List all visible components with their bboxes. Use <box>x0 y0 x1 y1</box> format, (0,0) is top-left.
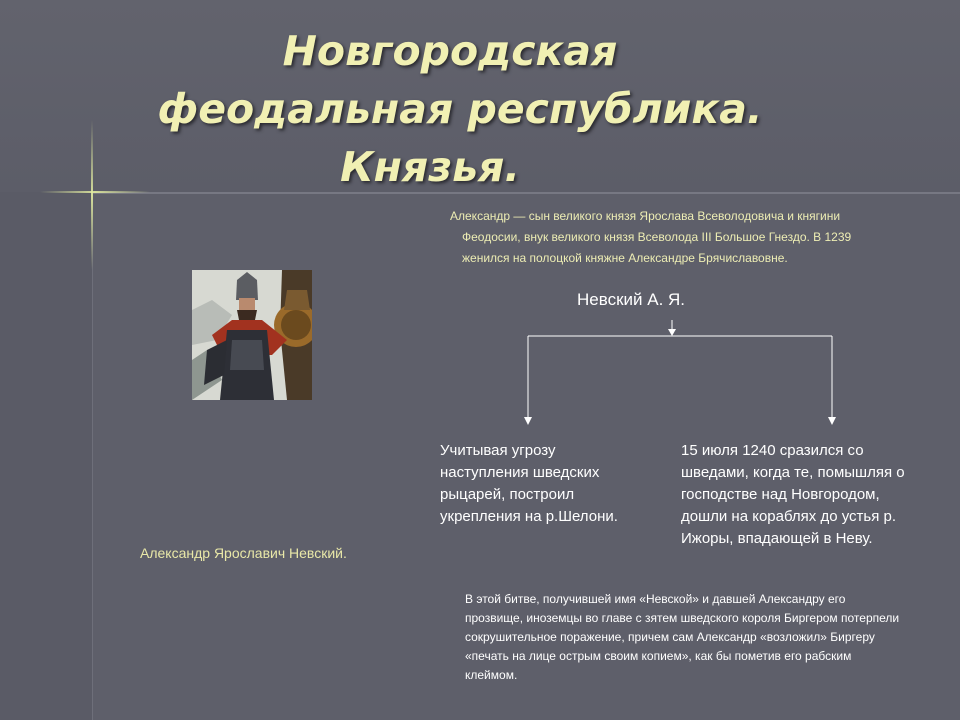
intro-line-3: женился на полоцкой княжне Александре Брячиславовне. <box>462 251 788 265</box>
slide-title <box>100 22 820 196</box>
root-arrowhead <box>668 329 676 336</box>
left-margin-strip <box>0 192 92 720</box>
intro-line-1: Александр — сын великого князя Ярослава Всеволодовича и княгини <box>450 209 841 223</box>
title-line-2: феодальная республика. <box>157 85 763 133</box>
left-margin-line <box>92 192 93 720</box>
intro-paragraph <box>450 206 910 269</box>
battle-note-paragraph: В этой битве, получившей имя «Невской» и давшей Александру его прозвище, иноземцы во главе с зятем шведского короля Биргером потерпели сокрушительное поражение, причем сам Александр «возложил» Биргеру «печать на лице острым своим копием», как бы пометив его рабским клеймом. <box>465 592 900 682</box>
title-line-3: Князья. <box>340 143 520 191</box>
tree-connector-diagram <box>520 315 840 430</box>
right-arrowhead <box>828 417 836 425</box>
sparkle-vertical-decoration <box>91 120 93 270</box>
intro-line-2: Феодосии, внук великого князя Всеволода III Большое Гнездо. В 1239 <box>462 230 852 244</box>
tree-root-node: Невский А. Я. <box>577 290 686 309</box>
portrait-caption: Александр Ярославич Невский. <box>140 545 347 561</box>
nevsky-portrait-image <box>192 270 312 400</box>
tree-left-branch-text: Учитывая угрозу наступления шведских рыцарей, построил укрепления на р.Шелони. <box>440 442 618 525</box>
title-line-1: Новгородская <box>282 27 618 75</box>
tree-right-branch-text: 15 июля 1240 сразился со шведами, когда те, помышляя о господстве над Новгородом, дошли на кораблях до устья р. Ижоры, впадающей в Неву. <box>681 442 905 547</box>
left-arrowhead <box>524 417 532 425</box>
portrait-illustration <box>192 270 312 400</box>
